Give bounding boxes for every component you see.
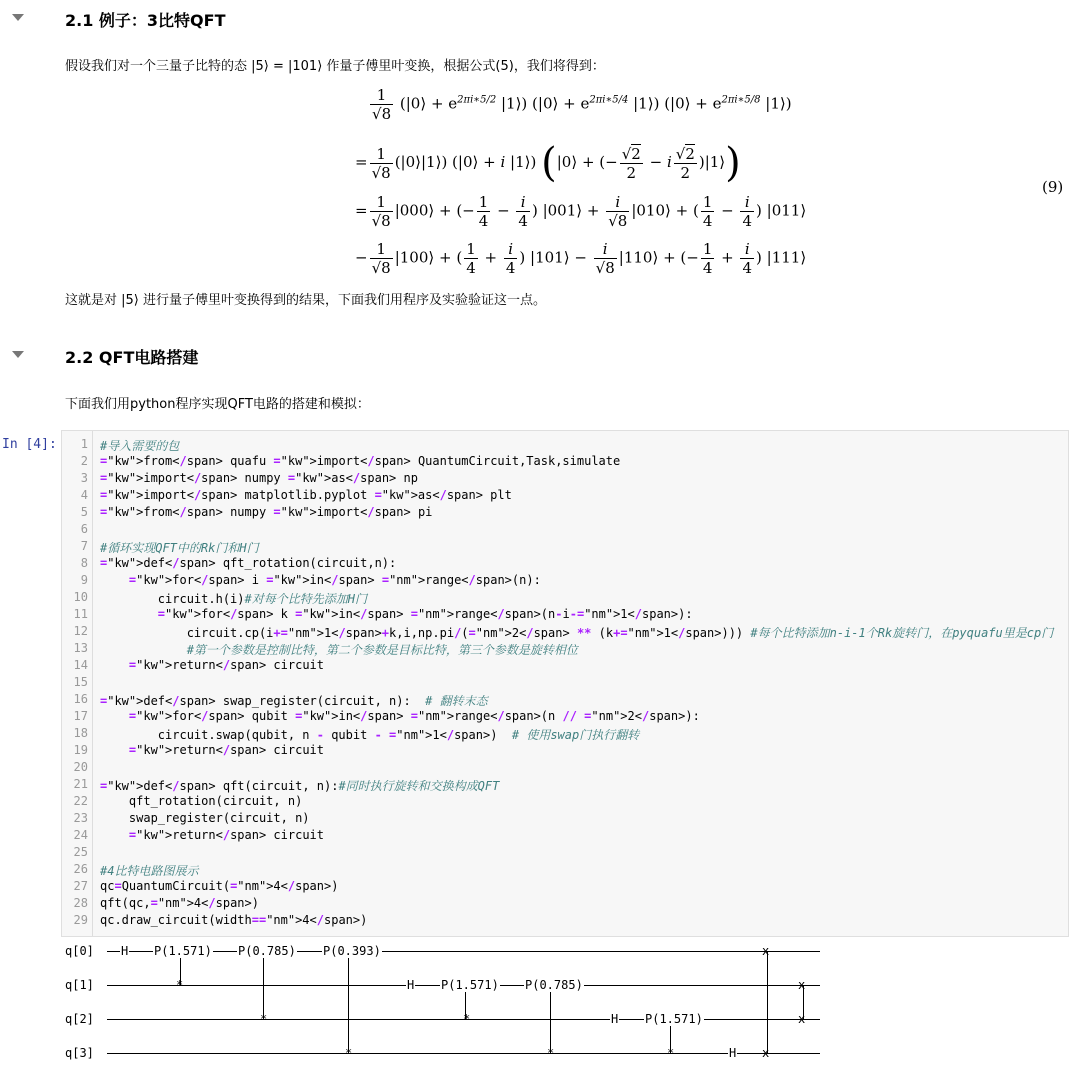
control-line <box>263 951 264 1019</box>
equation-line-3: = $\frac{1}{√8}$ |000⟩ + (− $\frac{1}{4}$ − $\frac{i}{4}$ ) |001⟩ + $\frac{i}{√8}$ |010⟩ + ( $\frac{1}{4}$ − $\frac{i}{4}$ ) |011⟩ <box>355 193 807 230</box>
code-line: ="kw">return</span> circuit <box>128 658 324 672</box>
line-number: 18 <box>73 726 88 740</box>
line-number: 23 <box>73 811 88 825</box>
control-dot: * <box>667 1046 675 1060</box>
equation-number: (9) <box>1042 178 1064 196</box>
qubit-wire <box>107 951 820 952</box>
line-number: 28 <box>73 896 88 910</box>
cell-prompt: In [4]: <box>2 437 57 452</box>
line-number: 2 <box>80 454 88 468</box>
line-number: 7 <box>80 539 88 553</box>
line-number: 10 <box>73 590 88 604</box>
h-gate: H <box>121 944 129 958</box>
control-dot: * <box>463 1012 471 1026</box>
line-number: 24 <box>73 828 88 842</box>
section-title-2-2: 2.2 QFT电路搭建 <box>65 348 199 367</box>
code-line: ="kw">def</span> qft_rotation(circuit,n): <box>100 556 397 570</box>
code-line: circuit.cp(i+="nm">1</span>+k,i,np.pi/(="nm">2</span> ** (k+="nm">1</span>))) #每个比特添加n-i-1个Rk旋转门，在pyquafu里是cp门 <box>100 626 1054 640</box>
line-number: 29 <box>73 913 88 927</box>
line-number: 16 <box>73 692 88 706</box>
line-number: 1 <box>80 437 88 451</box>
line-number: 6 <box>80 522 88 536</box>
qubit-label: q[3] <box>65 1046 94 1060</box>
swap-mark: x <box>762 1046 770 1060</box>
code-line: #4比特电路图展示 <box>100 864 199 878</box>
control-dot: * <box>547 1046 555 1060</box>
qubit-label: q[0] <box>65 944 94 958</box>
line-number: 25 <box>73 845 88 859</box>
phase-gate: P(0.785) <box>238 944 296 958</box>
qubit-label: q[2] <box>65 1012 94 1026</box>
intro-paragraph-2-2: 下面我们用python程序实现QFT电路的搭建和模拟： <box>65 397 370 412</box>
code-line: ="kw">import</span> numpy ="kw">as</span> np <box>100 471 418 485</box>
code-line: ="kw">def</span> qft(circuit, n):#同时执行旋转和交换构成QFT <box>100 779 500 793</box>
code-cell[interactable] <box>61 430 1069 937</box>
h-gate: H <box>729 1046 737 1060</box>
code-line: qc=QuantumCircuit(="nm">4</span>) <box>100 879 339 893</box>
swap-mark: x <box>762 944 770 958</box>
equation-line-1: $\frac{1}{√8}$ (|0⟩ + $e^{2\pi i∗5/2}$ |1⟩) (|0⟩ + $e^{2\pi i∗5/4}$ |1⟩) (|0⟩ + $e^{2\pi i∗5/8}$ |1⟩) <box>372 86 792 123</box>
line-number: 21 <box>73 777 88 791</box>
code-line: qc.draw_circuit(width=="nm">4</span>) <box>100 913 368 927</box>
line-number: 12 <box>73 624 88 638</box>
control-dot: * <box>345 1046 353 1060</box>
code-line: #循环实现QFT中的Rk门和H门 <box>100 541 259 555</box>
control-dot: * <box>176 978 184 992</box>
phase-gate: P(0.785) <box>525 978 583 992</box>
line-number: 8 <box>80 556 88 570</box>
circuit-diagram <box>65 942 825 1070</box>
code-line: ="kw">for</span> qubit ="kw">in</span> ="nm">range</span>(n // ="nm">2</span>): <box>128 709 700 723</box>
line-number: 20 <box>73 760 88 774</box>
code-line: #导入需要的包 <box>100 439 180 453</box>
code-line: ="kw">def</span> swap_register(circuit, n): # 翻转末态 <box>100 694 488 708</box>
code-line: ="kw">from</span> numpy ="kw">import</span> pi <box>100 505 433 519</box>
code-line: ="kw">from</span> quafu ="kw">import</span> QuantumCircuit,Task,simulate <box>100 454 621 468</box>
h-gate: H <box>407 978 415 992</box>
equation-line-2: = $\frac{1}{√8}$ (|0⟩|1⟩) (|0⟩ + i |1⟩) (|0⟩ + (− $\frac{√2}{2}$ − i $\frac{√2}{2}$ )|1⟩) <box>355 140 741 186</box>
code-line: swap_register(circuit, n) <box>100 811 310 825</box>
line-number: 3 <box>80 471 88 485</box>
line-number: 27 <box>73 879 88 893</box>
code-line: circuit.swap(qubit, n - qubit - ="nm">1</span>) # 使用swap门执行翻转 <box>100 728 640 742</box>
swap-mark: x <box>798 978 806 992</box>
qubit-wire <box>107 1053 820 1054</box>
code-line: ="kw">for</span> k ="kw">in</span> ="nm">range</span>(n-i-="nm">1</span>): <box>157 607 693 621</box>
line-number: 19 <box>73 743 88 757</box>
line-number: 13 <box>73 641 88 655</box>
code-line: #第一个参数是控制比特，第二个参数是目标比特，第三个参数是旋转相位 <box>186 643 578 657</box>
line-number: 5 <box>80 505 88 519</box>
code-line: ="kw">for</span> i ="kw">in</span> ="nm">range</span>(n): <box>128 573 541 587</box>
phase-gate: P(1.571) <box>441 978 499 992</box>
intro-paragraph-2-1: 假设我们对一个三量子比特的态 |5⟩ = |101⟩ 作量子傅里叶变换，根据公式(5)，我们将得到： <box>65 59 605 74</box>
conclusion-paragraph-2-1: 这就是对 |5⟩ 进行量子傅里叶变换得到的结果，下面我们用程序及实验验证这一点。 <box>65 293 546 308</box>
equation-line-4: − $\frac{1}{√8}$ |100⟩ + ( $\frac{1}{4}$ + $\frac{i}{4}$ ) |101⟩ − $\frac{i}{√8}$ |110⟩ + (− $\frac{1}{4}$ + $\frac{i}{4}$ ) |111⟩ <box>355 240 807 277</box>
line-number: 14 <box>73 658 88 672</box>
collapse-icon-s22[interactable] <box>12 351 24 358</box>
collapse-icon-s21[interactable] <box>12 14 24 21</box>
control-line <box>550 985 551 1053</box>
phase-gate: P(0.393) <box>323 944 381 958</box>
code-line: circuit.h(i)#对每个比特先添加H门 <box>100 592 367 606</box>
line-number: 22 <box>73 794 88 808</box>
qubit-label: q[1] <box>65 978 94 992</box>
control-dot: * <box>260 1012 268 1026</box>
line-number: 26 <box>73 862 88 876</box>
code-line: ="kw">return</span> circuit <box>128 828 324 842</box>
phase-gate: P(1.571) <box>154 944 212 958</box>
control-line <box>767 951 768 1053</box>
line-number: 9 <box>80 573 88 587</box>
line-number: 15 <box>73 675 88 689</box>
code-line: ="kw">import</span> matplotlib.pyplot ="kw">as</span> plt <box>100 488 512 502</box>
code-line: qft_rotation(circuit, n) <box>100 794 303 808</box>
control-line <box>348 951 349 1053</box>
code-line: ="kw">return</span> circuit <box>128 743 324 757</box>
section-title-2-1: 2.1 例子：3比特QFT <box>65 11 226 30</box>
line-number: 17 <box>73 709 88 723</box>
code-line: qft(qc,="nm">4</span>) <box>100 896 259 910</box>
line-number: 11 <box>73 607 88 621</box>
line-number: 4 <box>80 488 88 502</box>
phase-gate: P(1.571) <box>645 1012 703 1026</box>
swap-mark: x <box>798 1012 806 1026</box>
h-gate: H <box>611 1012 619 1026</box>
